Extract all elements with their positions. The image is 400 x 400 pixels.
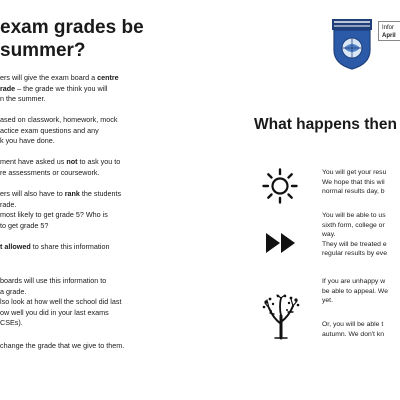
what-happens-heading: What happens then [254, 116, 397, 133]
text-line: Or, you will be able t [322, 321, 384, 328]
tree-icon [261, 294, 301, 340]
paragraph-change-grade [0, 341, 175, 352]
text-line: autumn. We don't kn [322, 330, 385, 338]
text-line: actice exam questions and any [0, 125, 99, 135]
sun-icon [262, 168, 298, 204]
text-line: boards will use this information to [0, 276, 107, 285]
fast-forward-icon [265, 232, 297, 254]
text-line: sixth form, college or [322, 221, 385, 229]
text-line: to get grade 5? [0, 220, 49, 230]
text-line: yet. [322, 297, 333, 305]
autumn-exam-paragraph [322, 320, 400, 339]
text-line: be able to appeal. We [322, 287, 389, 295]
text-line: They will be treated e [322, 240, 387, 248]
next-steps-paragraph [322, 211, 400, 259]
text-line: rade. [0, 199, 17, 209]
text-line: lso look at how well the school did last [0, 297, 122, 306]
text-line: normal results day, b [322, 188, 385, 196]
text-line: rade – the grade we think you will [0, 83, 108, 93]
text-line: k you have done. [0, 136, 55, 145]
text-line: If you are unhappy w [322, 278, 386, 285]
left-panel [0, 0, 175, 400]
text-line: You will be able to us [322, 212, 386, 219]
text-line: regular results by eve [322, 250, 387, 258]
information-date-box [378, 21, 400, 41]
text-line: most likely to get grade 5? Who is [0, 210, 108, 219]
appeal-paragraph [322, 277, 400, 306]
paragraph-no-assessments [0, 157, 175, 178]
title-line: summer? [0, 40, 86, 61]
text-line: ers will also have to rank the students [0, 189, 122, 198]
paragraph-evidence [0, 115, 175, 147]
text-line: a grade. [0, 286, 27, 296]
text-line: ow well you did in your last exams [0, 307, 109, 317]
paragraph-exam-boards [0, 276, 175, 329]
paragraph-centre-grade [0, 73, 175, 105]
text-line: ment have asked us not to ask you to [0, 157, 121, 166]
results-paragraph [322, 168, 400, 197]
text-line: ers will give the exam board a centre [0, 73, 119, 82]
text-line: re assessments or coursework. [0, 167, 100, 177]
text-line: We hope that this wil [322, 178, 385, 186]
school-crest-logo [330, 18, 374, 70]
text-line: CSEs). [0, 318, 23, 327]
info-line: April [382, 33, 396, 39]
info-line: Infor [382, 25, 395, 31]
leaflet-title [0, 16, 175, 62]
title-line: exam grades be [0, 17, 144, 38]
text-line: You will get your resu [322, 169, 387, 176]
text-line: change the grade that we give to them. [0, 341, 125, 350]
text-line: way. [322, 231, 336, 239]
paragraph-not-allowed [0, 242, 175, 253]
text-line: ased on classwork, homework, mock [0, 115, 118, 124]
paragraph-ranking [0, 189, 175, 231]
text-line: t allowed to share this information [0, 242, 110, 251]
text-line: n the summer. [0, 94, 46, 103]
